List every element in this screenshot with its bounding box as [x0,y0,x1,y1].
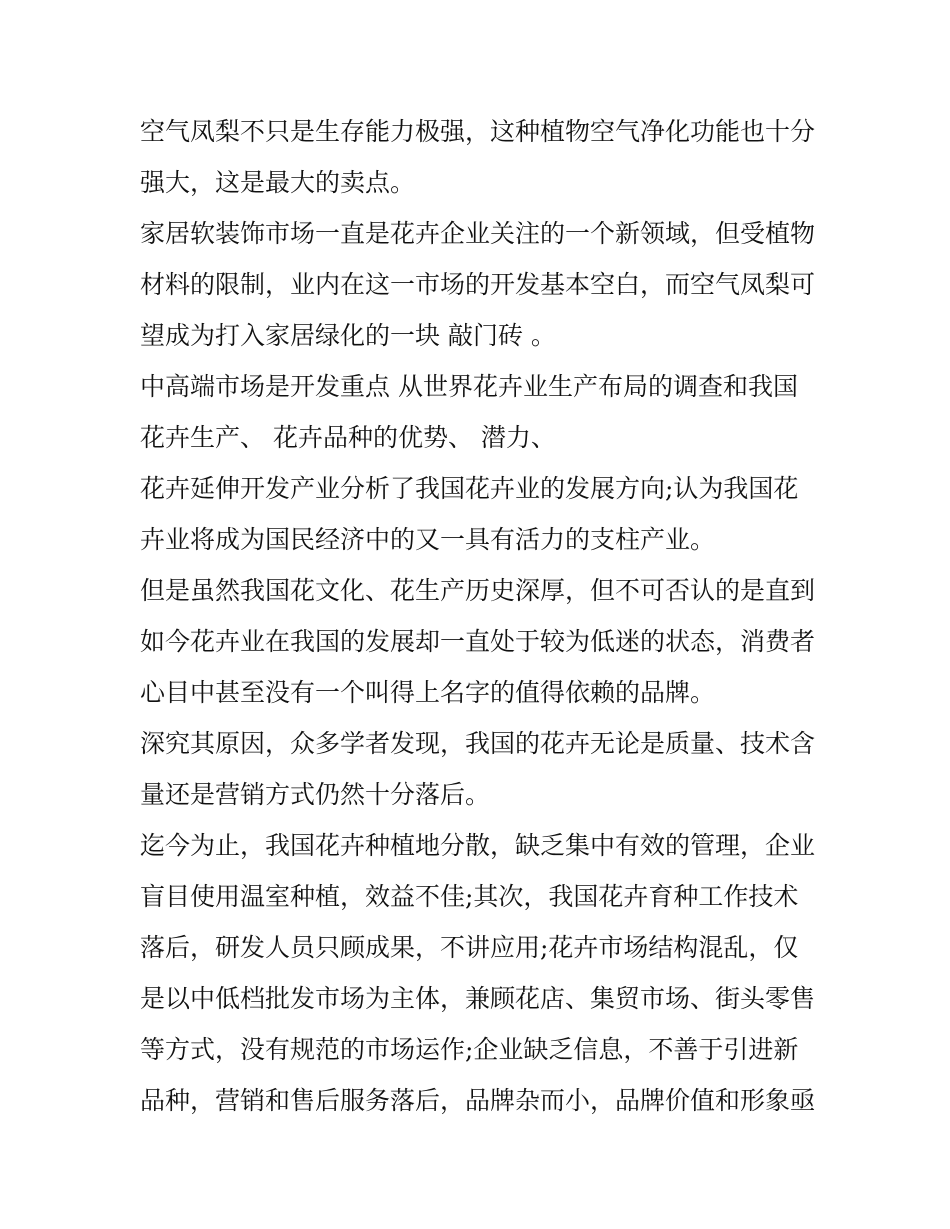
text-line: 如今花卉业在我国的发展却一直处于较为低迷的状态，消费者 [140,627,816,656]
text-line: 家居软装饰市场一直是花卉企业关注的一个新领域，但受植物 [140,219,816,248]
text-line: 强大，这是最大的卖点。 [140,168,416,197]
text-line: 花卉延伸开发产业分析了我国花卉业的发展方向;认为我国花 [140,474,799,503]
text-line: 但是虽然我国花文化、花生产历史深厚，但不可否认的是直到 [140,576,816,605]
text-line: 望成为打入家居绿化的一块 敲门砖 。 [140,321,556,350]
text-line: 花卉生产、 花卉品种的优势、 潜力、 [140,423,556,452]
text-line: 中高端市场是开发重点 从世界花卉业生产布局的调查和我国 [140,372,798,401]
text-line: 盲目使用温室种植，效益不佳;其次，我国花卉育种工作技术 [140,882,799,911]
text-line: 落后，研发人员只顾成果，不讲应用;花卉市场结构混乱，仅 [140,933,799,962]
text-line: 量还是营销方式仍然十分落后。 [140,780,491,809]
text-line: 卉业将成为国民经济中的又一具有活力的支柱产业。 [140,525,716,554]
text-line: 空气凤梨不只是生存能力极强，这种植物空气净化功能也十分 [140,117,816,146]
text-line: 心目中甚至没有一个叫得上名字的值得依赖的品牌。 [140,678,716,707]
text-line: 迄今为止，我国花卉种植地分散，缺乏集中有效的管理，企业 [140,831,816,860]
body-text [140,106,820,1126]
text-line: 深究其原因，众多学者发现，我国的花卉无论是质量、技术含 [140,729,816,758]
text-line: 等方式，没有规范的市场运作;企业缺乏信息，不善于引进新 [140,1035,799,1064]
text-line: 材料的限制，业内在这一市场的开发基本空白，而空气凤梨可 [140,270,816,299]
text-line: 是以中低档批发市场为主体，兼顾花店、集贸市场、街头零售 [140,984,816,1013]
text-line: 品种，营销和售后服务落后，品牌杂而小，品牌价值和形象亟 [140,1086,816,1115]
